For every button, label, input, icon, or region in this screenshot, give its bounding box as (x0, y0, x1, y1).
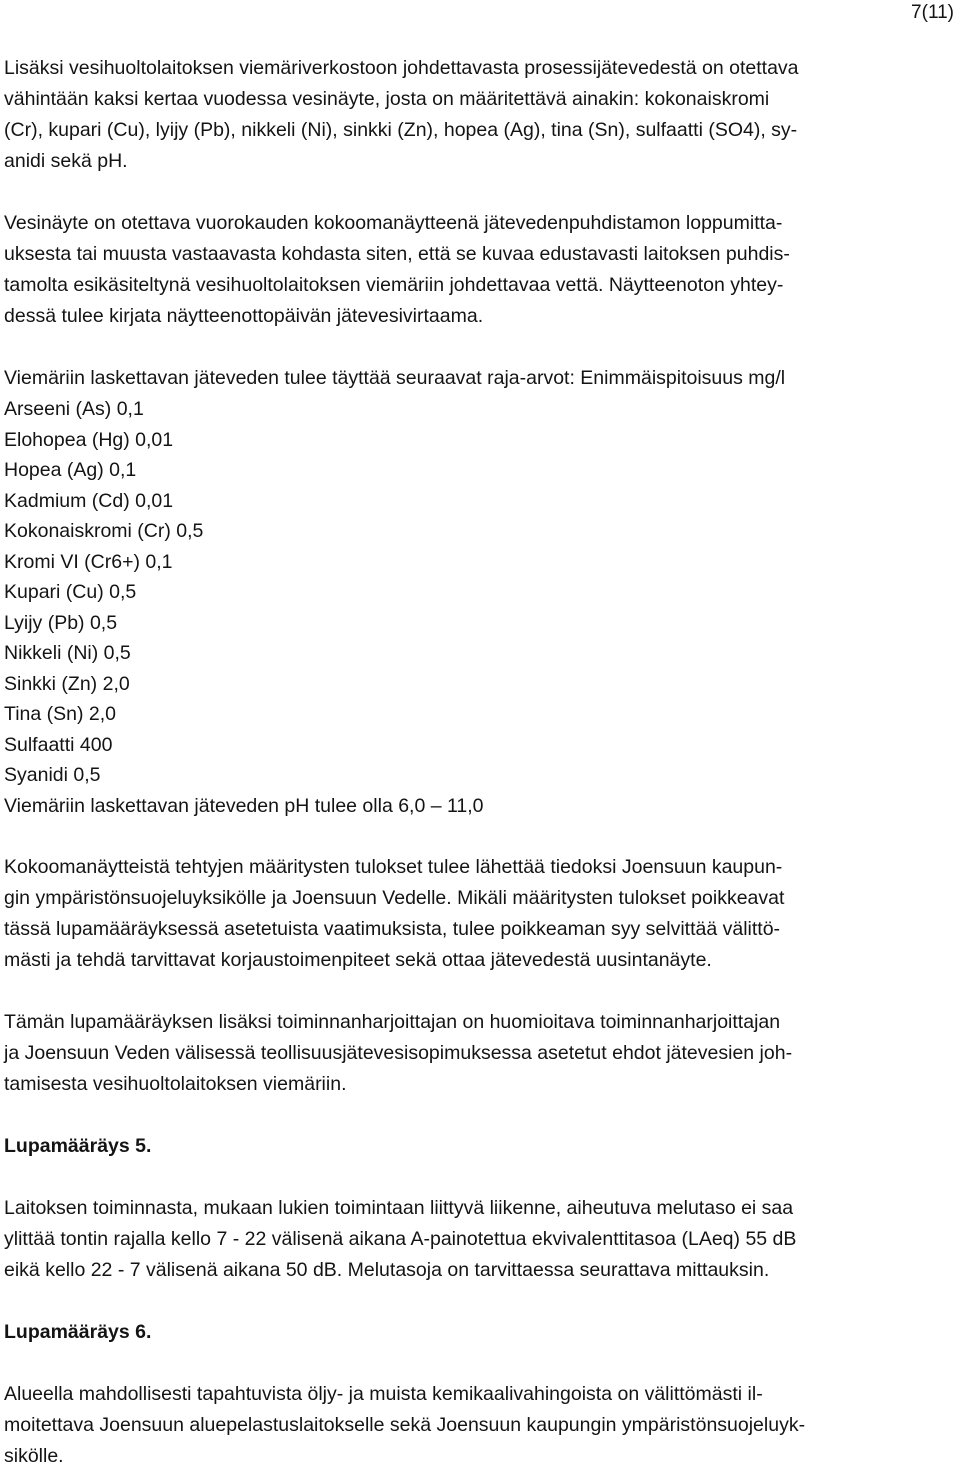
paragraph-chemical-spills: Alueella mahdollisesti tapahtuvista öljy- ja muista kemikaalivahingoista on välittömästi il- moitettava Joensuun aluepelastuslaitokselle sekä Joensuun kaupungin ympäristönsuojeluyk- sikölle. (4, 1383, 806, 1467)
section-heading-lupamaarays-5: Lupamääräys 5. (4, 1135, 152, 1157)
limit-values-list (4, 394, 954, 821)
list-item: Kadmium (Cd) 0,01 (4, 489, 174, 512)
list-item: Lyijy (Pb) 0,5 (4, 611, 118, 634)
paragraph-results-reporting: Kokoomanäytteistä tehtyjen määritysten tulokset tulee lähettää tiedoksi Joensuun kaupun- gin ympäristönsuojeluyksikölle ja Joensuun Vedelle. Mikäli määritysten tulokset poikkeavat tässä lupamääräyksessä asetetuista vaatimuksista, tulee poikkeaman syy selvittää välittö- mästi ja tehdä tarvittavat korjaustoimenpiteet sekä ottaa jätevedestä uusintanäyte. (4, 856, 785, 971)
section-heading-lupamaarays-6: Lupamääräys 6. (4, 1321, 152, 1343)
list-item: Syanidi 0,5 (4, 764, 101, 786)
paragraph-sampling-requirements: Lisäksi vesihuoltolaitoksen viemäriverkostoon johdettavasta prosessijätevedestä on otettava vähintään kaksi kertaa vuodessa vesinäyte, josta on määritettävä ainakin: kokonaiskromi (Cr), kupari (Cu), lyijy (Pb), nikkeli (Ni), sinkki (Zn), hopea (Ag), tina (Sn), sulfaatti (SO4), sy- anidi sekä pH. (4, 57, 799, 172)
list-item: Sinkki (Zn) 2,0 (4, 672, 130, 695)
list-item: Kokonaiskromi (Cr) 0,5 (4, 520, 204, 542)
paragraph-contract-terms: Tämän lupamääräyksen lisäksi toiminnanharjoittajan on huomioitava toiminnanharjoittajan ja Joensuun Veden välisessä teollisuusjätevesisopimuksessa asetetut ehdot jätevesien joh- tamisesta vesihuoltolaitoksen viemäriin. (4, 1011, 793, 1095)
document-body (4, 53, 954, 1472)
list-item: Arseeni (As) 0,1 (4, 398, 144, 420)
list-item: Hopea (Ag) 0,1 (4, 459, 137, 481)
list-item: Nikkeli (Ni) 0,5 (4, 642, 131, 664)
list-item: Kupari (Cu) 0,5 (4, 581, 137, 603)
list-item: Viemäriin laskettavan jäteveden pH tulee olla 6,0 – 11,0 (4, 794, 484, 817)
paragraph-composite-sample: Vesinäyte on otettava vuorokauden kokoomanäytteenä jätevedenpuhdistamon loppumitta- uksesta tai muusta vastaavasta kohdasta siten, että se kuvaa edustavasti laitoksen puhdis- tamolta esikäsiteltynä vesihuoltolaitoksen viemäriin johdettavaa vettä. Näytteenoton yhtey- dessä tulee kirjata näytteenottopäivän jätevesivirtaama. (4, 212, 790, 327)
paragraph-limits-intro: Viemäriin laskettavan jäteveden tulee täyttää seuraavat raja-arvot: Enimmäispitoisuus mg/l (4, 367, 786, 389)
page-number: 7(11) (911, 2, 954, 23)
list-item: Tina (Sn) 2,0 (4, 703, 116, 725)
list-item: Kromi VI (Cr6+) 0,1 (4, 550, 173, 573)
paragraph-noise-limits: Laitoksen toiminnasta, mukaan lukien toimintaan liittyvä liikenne, aiheutuva melutaso ei saa ylittää tontin rajalla kello 7 - 22 välisenä aikana A-painotettua ekvivalenttitasoa (LAeq) 55 dB eikä kello 22 - 7 välisenä aikana 50 dB. Melutasoja on tarvittaessa seurattava mittauksin. (4, 1197, 797, 1281)
list-item: Sulfaatti 400 (4, 733, 113, 756)
list-item: Elohopea (Hg) 0,01 (4, 428, 174, 451)
